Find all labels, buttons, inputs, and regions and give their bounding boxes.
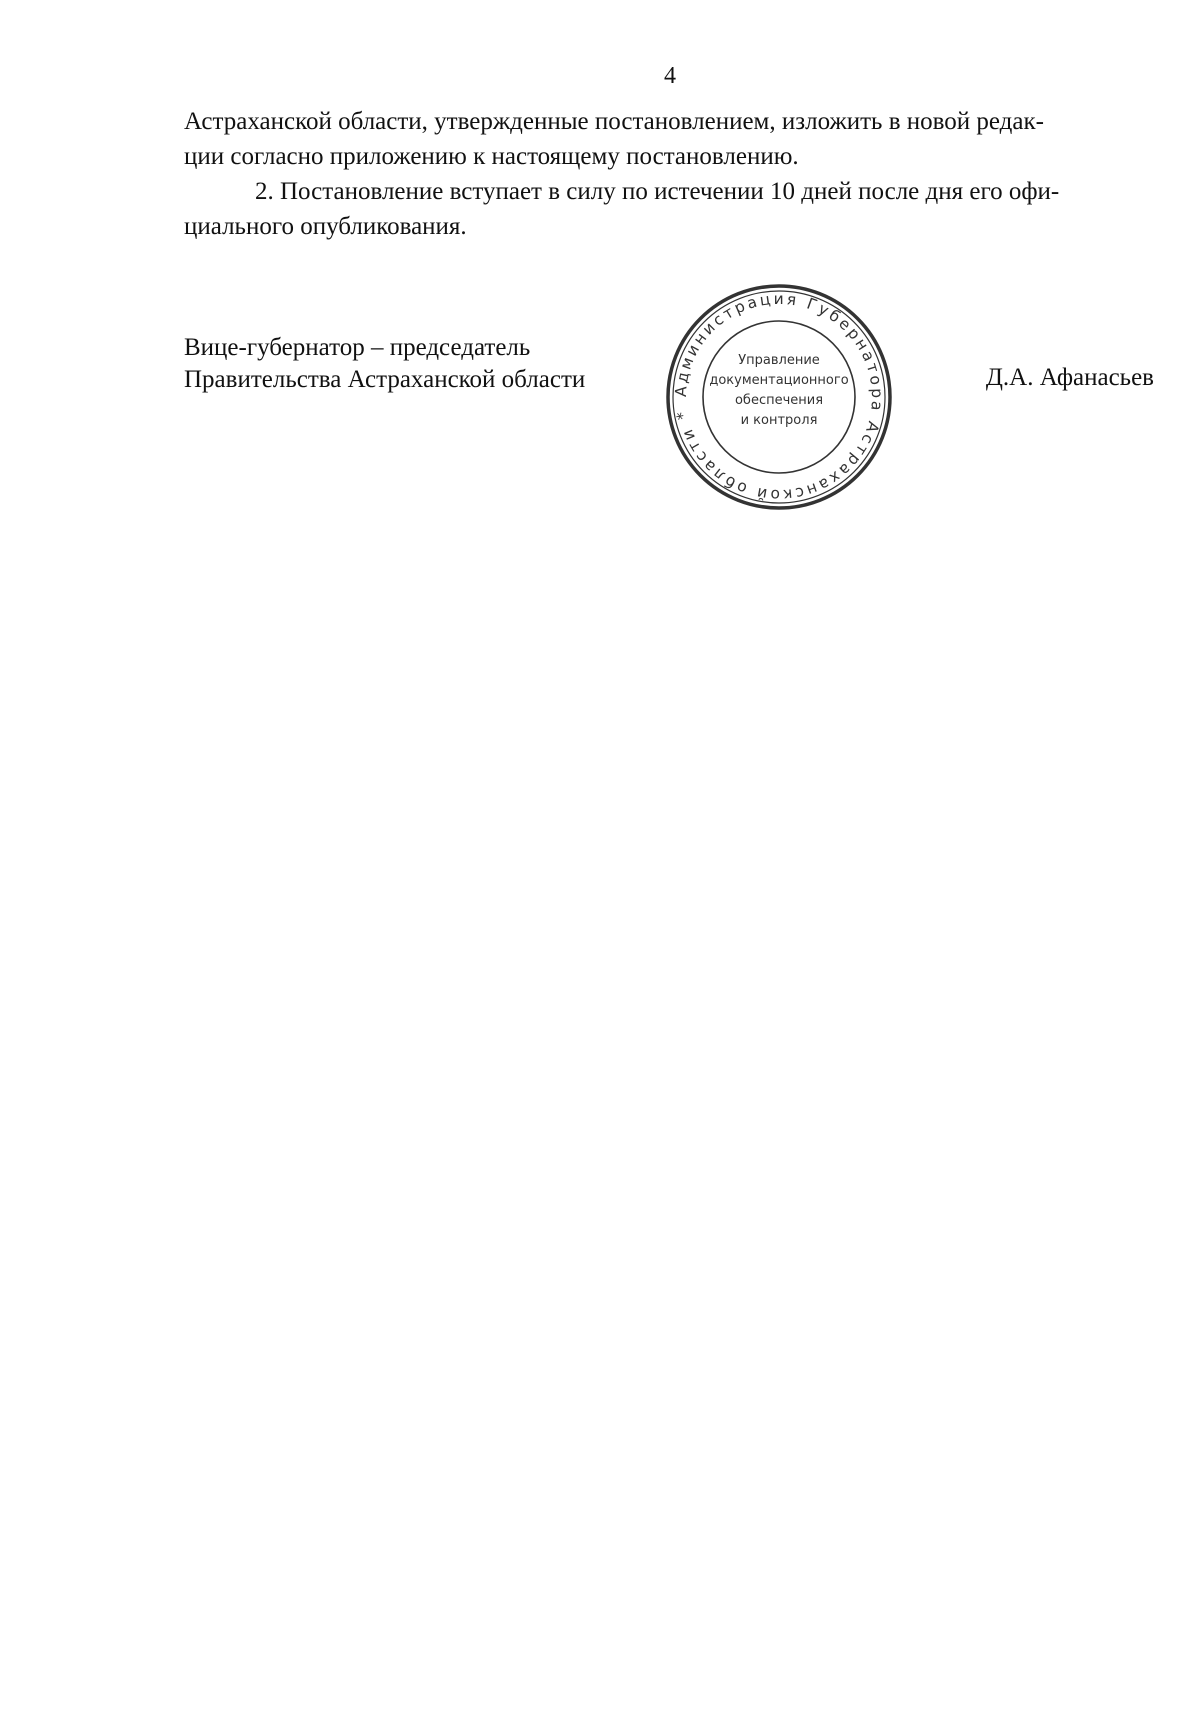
paragraph-1-line-1: Астраханской области, утвержденные постановлением, изложить в новой редак- bbox=[184, 108, 1044, 135]
official-seal bbox=[664, 282, 894, 512]
paragraph-2 bbox=[184, 174, 1154, 244]
signatory-title-line-2: Правительства Астраханской области bbox=[184, 366, 586, 393]
signatory-title bbox=[184, 332, 585, 396]
seal-inner-line-2: документационного bbox=[709, 373, 849, 388]
paragraph-2-line-2: циального опубликования. bbox=[184, 213, 467, 240]
seal-inner-line-1: Управление bbox=[738, 353, 820, 368]
seal-ring-text: Администрация Губернатора Астраханской области * bbox=[671, 289, 887, 505]
signatory-name: Д.А. Афанасьев bbox=[985, 364, 1154, 391]
signatory-title-line-1: Вице-губернатор – председатель bbox=[184, 334, 531, 361]
page-number: 4 bbox=[664, 63, 676, 89]
document-body bbox=[184, 104, 1154, 244]
seal-graphic bbox=[664, 282, 894, 512]
seal-inner-line-4: и контроля bbox=[740, 413, 818, 428]
paragraph-2-line-1: 2. Постановление вступает в силу по истечении 10 дней после дня его офи- bbox=[255, 178, 1060, 205]
paragraph-1 bbox=[184, 104, 1154, 174]
paragraph-1-line-2: ции согласно приложению к настоящему постановлению. bbox=[184, 143, 799, 170]
seal-inner-line-3: обеспечения bbox=[734, 393, 824, 408]
